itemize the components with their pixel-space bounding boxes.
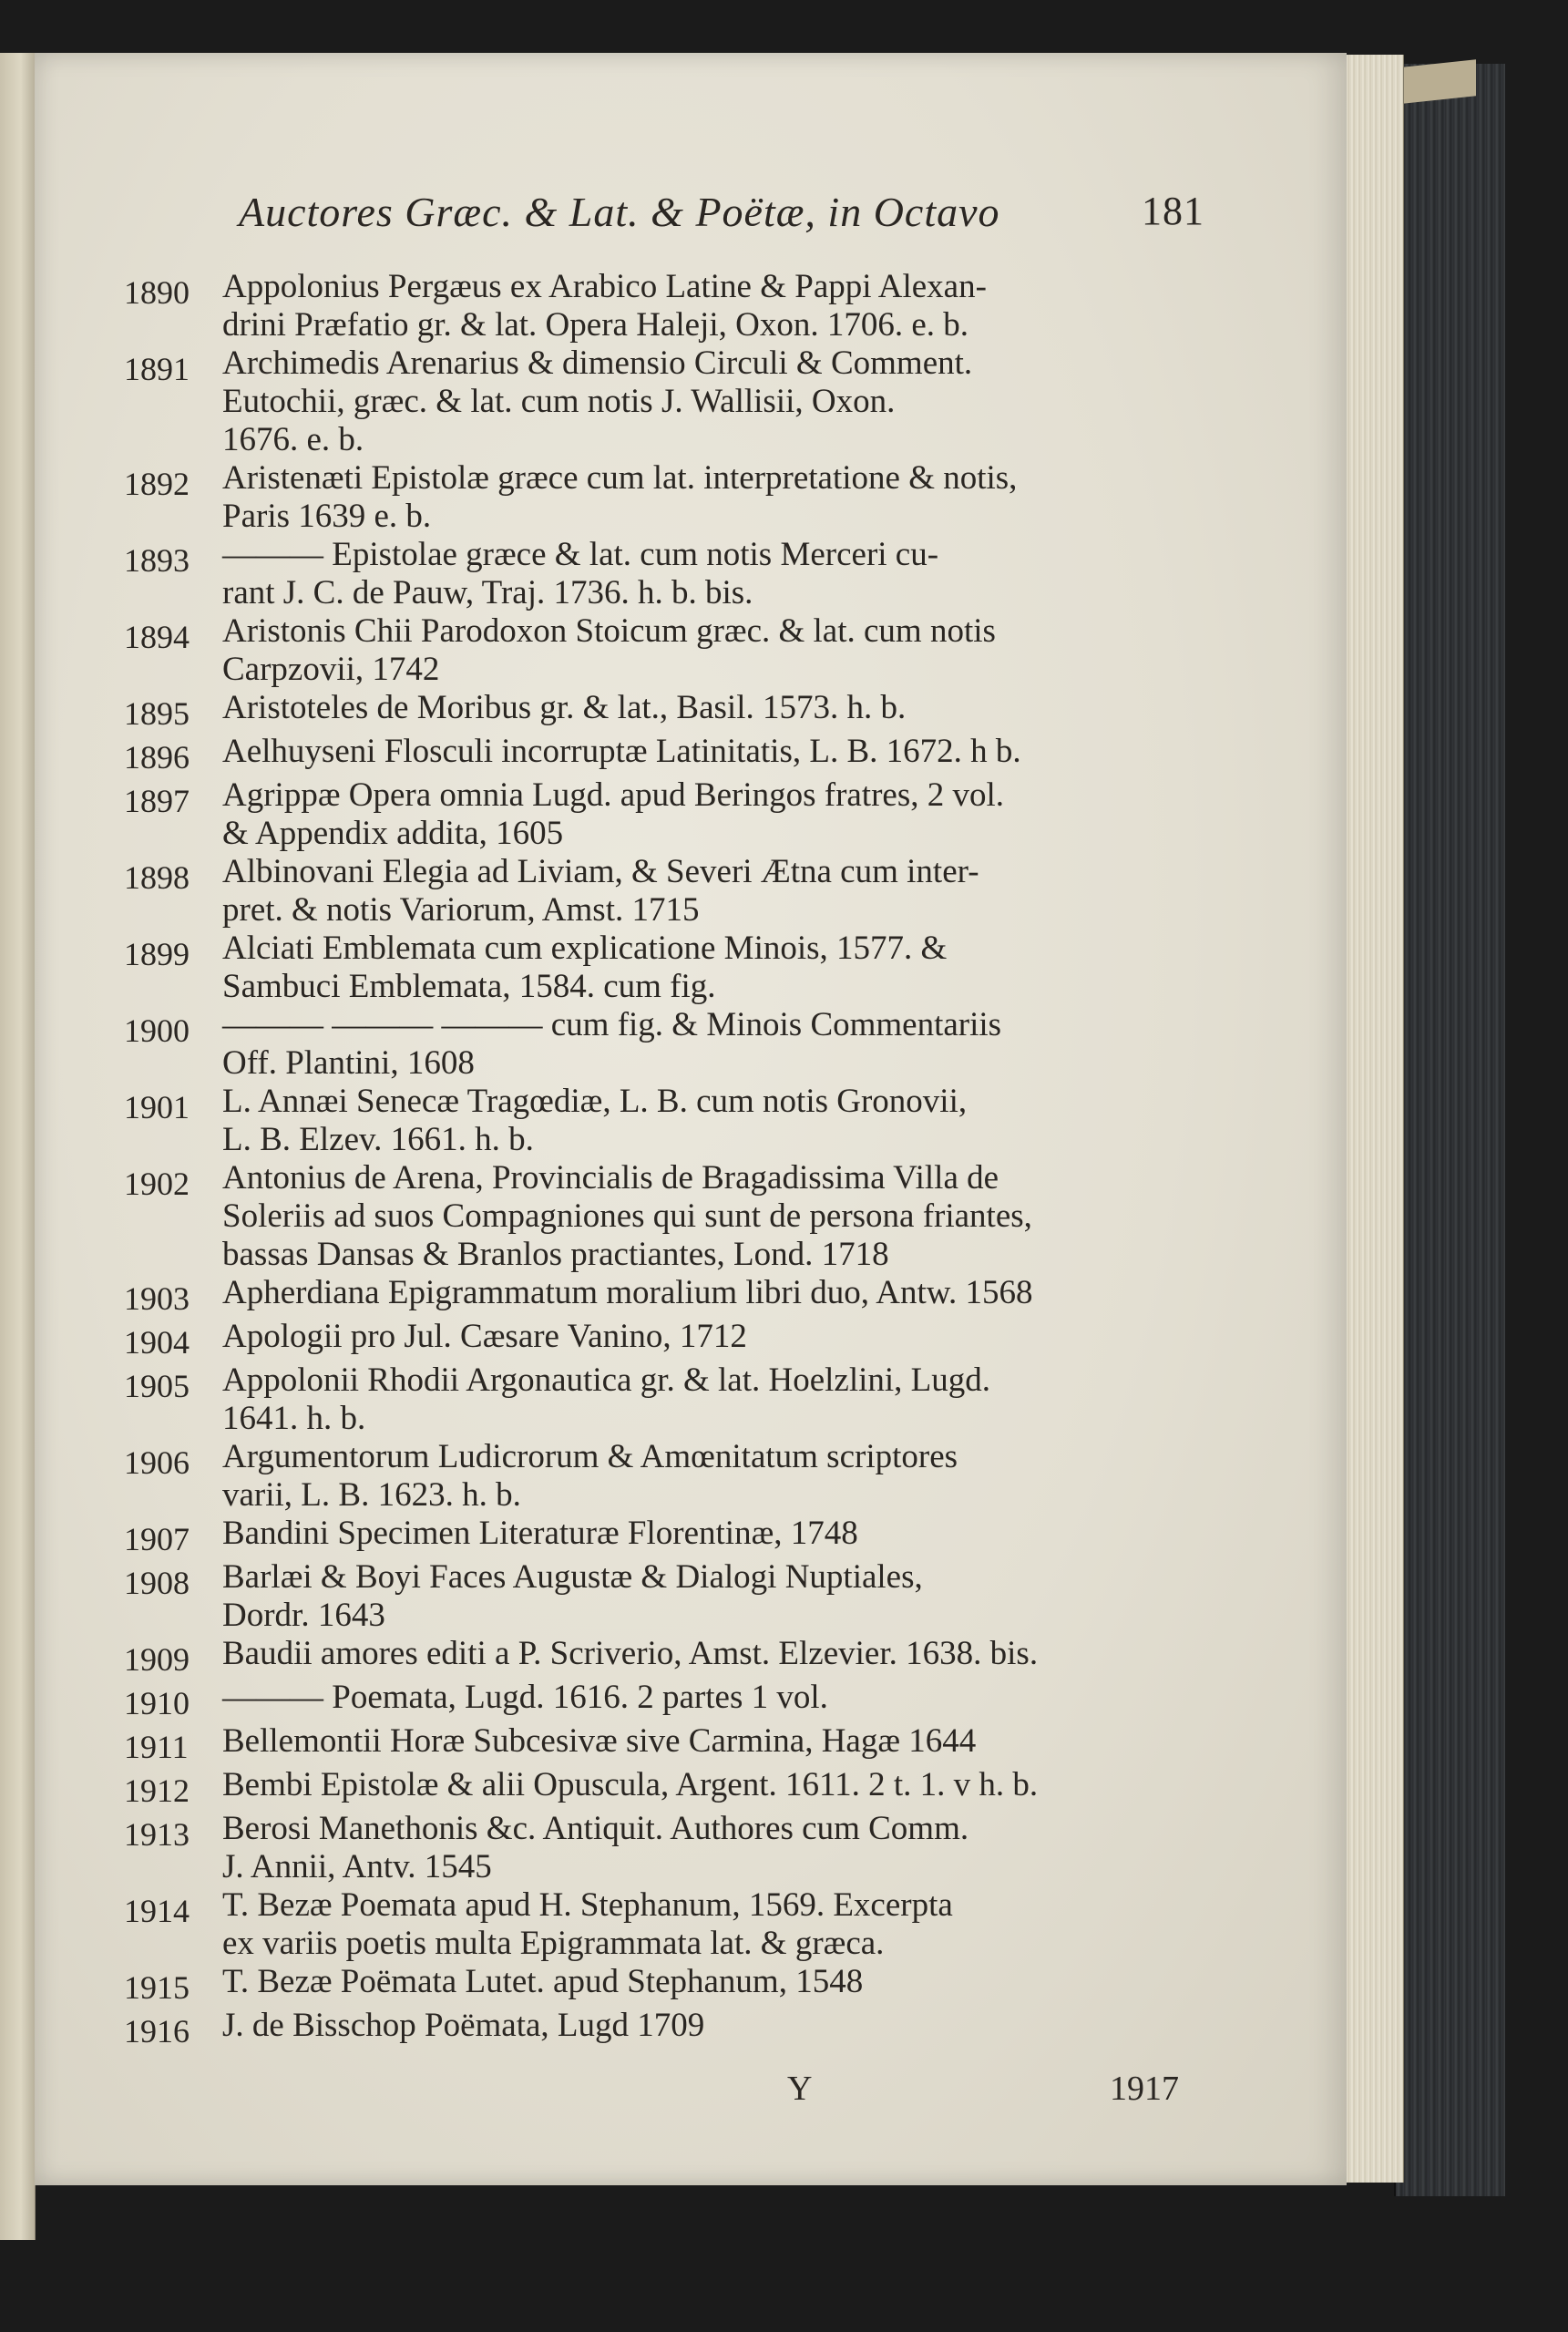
entry-line: Appolonii Rhodii Argonautica gr. & lat. Hoelzlini, Lugd. bbox=[222, 1361, 991, 1399]
entry-line: Agrippæ Opera omnia Lugd. apud Beringos fratres, 2 vol. bbox=[222, 776, 1005, 814]
entry-number: 1901 bbox=[124, 1089, 190, 1125]
entry-line: Off. Plantini, 1608 bbox=[222, 1044, 475, 1082]
entry-text bbox=[222, 733, 1217, 771]
entry-line: Archimedis Arenarius & dimensio Circuli & Comment. bbox=[222, 344, 973, 382]
entry-line: Antonius de Arena, Provincialis de Bragadissima Villa de bbox=[222, 1159, 999, 1197]
entry-text bbox=[222, 1886, 1217, 1963]
entry-text bbox=[222, 1766, 1217, 1804]
entry-line: Bellemontii Horæ Subcesivæ sive Carmina, Hagæ 1644 bbox=[222, 1722, 977, 1760]
entry-text bbox=[222, 1318, 1217, 1356]
catchword: 1917 bbox=[1110, 2070, 1179, 2108]
catalogue-entry bbox=[124, 1515, 1217, 1558]
catalogue-entry bbox=[124, 2007, 1217, 2050]
entry-line: Eutochii, græc. & lat. cum notis J. Wallisii, Oxon. bbox=[222, 383, 896, 420]
entry-line: Aristenæti Epistolæ græce cum lat. interpretatione & notis, bbox=[222, 459, 1018, 497]
entry-number: 1902 bbox=[124, 1166, 190, 1202]
entry-line: ——— Poemata, Lugd. 1616. 2 partes 1 vol. bbox=[222, 1679, 828, 1716]
entry-text bbox=[222, 1558, 1217, 1635]
entry-number: 1898 bbox=[124, 859, 190, 896]
entry-text bbox=[222, 1515, 1217, 1553]
entry-number: 1897 bbox=[124, 783, 190, 819]
catalogue-entry bbox=[124, 1006, 1217, 1083]
entry-line: T. Bezæ Poemata apud H. Stephanum, 1569. Excerpta bbox=[222, 1886, 953, 1924]
entry-number: 1893 bbox=[124, 542, 190, 579]
page-text bbox=[35, 53, 1347, 2185]
entry-line: Bembi Epistolæ & alii Opuscula, Argent. 1611. 2 t. 1. v h. b. bbox=[222, 1766, 1039, 1803]
entry-line: rant J. C. de Pauw, Traj. 1736. h. b. bis. bbox=[222, 574, 753, 611]
entry-number: 1906 bbox=[124, 1444, 190, 1481]
catalogue-entry bbox=[124, 853, 1217, 930]
entry-text bbox=[222, 1438, 1217, 1515]
entry-line: & Appendix addita, 1605 bbox=[222, 815, 564, 852]
catalogue-entry bbox=[124, 344, 1217, 459]
entry-line: Apologii pro Jul. Cæsare Vanino, 1712 bbox=[222, 1318, 747, 1355]
entry-number: 1916 bbox=[124, 2013, 190, 2049]
catalogue-entry bbox=[124, 1318, 1217, 1361]
catalogue-entry bbox=[124, 1635, 1217, 1679]
entry-line: Aelhuyseni Flosculi incorruptæ Latinitatis, L. B. 1672. h b. bbox=[222, 733, 1021, 770]
entry-text bbox=[222, 536, 1217, 612]
entry-number: 1909 bbox=[124, 1641, 190, 1678]
entry-line: Carpzovii, 1742 bbox=[222, 651, 440, 688]
catalogue-entry bbox=[124, 1810, 1217, 1886]
entry-line: Appolonius Pergæus ex Arabico Latine & Pappi Alexan- bbox=[222, 268, 987, 305]
catalogue-entry bbox=[124, 1679, 1217, 1722]
entry-line: Paris 1639 e. b. bbox=[222, 498, 432, 535]
entry-line: Baudii amores editi a P. Scriverio, Amst. Elzevier. 1638. bis. bbox=[222, 1635, 1039, 1672]
catalogue-entry bbox=[124, 930, 1217, 1006]
entry-line: T. Bezæ Poëmata Lutet. apud Stephanum, 1548 bbox=[222, 1963, 864, 2000]
catalogue-entry bbox=[124, 1722, 1217, 1766]
catalogue-entry bbox=[124, 1766, 1217, 1810]
entry-line: Barlæi & Boyi Faces Augustæ & Dialogi Nuptiales, bbox=[222, 1558, 923, 1596]
entry-text bbox=[222, 1083, 1217, 1159]
entry-line: Argumentorum Ludicrorum & Amœnitatum scriptores bbox=[222, 1438, 958, 1475]
entry-line: 1641. h. b. bbox=[222, 1400, 366, 1437]
catalogue-entry bbox=[124, 1274, 1217, 1318]
entry-line: J. de Bisschop Poëmata, Lugd 1709 bbox=[222, 2007, 705, 2044]
catalogue-entry bbox=[124, 1886, 1217, 1963]
entry-text bbox=[222, 930, 1217, 1006]
entry-number: 1905 bbox=[124, 1368, 190, 1404]
entry-line: Soleriis ad suos Compagniones qui sunt de persona friantes, bbox=[222, 1197, 1032, 1235]
entry-text bbox=[222, 853, 1217, 930]
entry-text bbox=[222, 1635, 1217, 1673]
entry-number: 1907 bbox=[124, 1521, 190, 1557]
entry-line: 1676. e. b. bbox=[222, 421, 364, 458]
entry-number: 1899 bbox=[124, 936, 190, 972]
entry-text bbox=[222, 1679, 1217, 1717]
entry-line: varii, L. B. 1623. h. b. bbox=[222, 1476, 521, 1514]
catalogue-entry bbox=[124, 1083, 1217, 1159]
entry-line: pret. & notis Variorum, Amst. 1715 bbox=[222, 891, 700, 929]
entry-line: drini Præfatio gr. & lat. Opera Haleji, Oxon. 1706. e. b. bbox=[222, 306, 968, 344]
entry-number: 1895 bbox=[124, 695, 190, 732]
catalogue-entry bbox=[124, 1159, 1217, 1274]
entry-text bbox=[222, 1361, 1217, 1438]
entry-number: 1915 bbox=[124, 1969, 190, 2006]
entry-number: 1891 bbox=[124, 351, 190, 387]
entry-line: Bandini Specimen Literaturæ Florentinæ, 1748 bbox=[222, 1515, 858, 1552]
entry-line: Albinovani Elegia ad Liviam, & Severi Ætna cum inter- bbox=[222, 853, 979, 890]
catalogue-entry bbox=[124, 1963, 1217, 2007]
running-head bbox=[239, 188, 1204, 261]
entry-line: Alciati Emblemata cum explicatione Minois, 1577. & bbox=[222, 930, 948, 967]
catalogue-entry bbox=[124, 459, 1217, 536]
entry-number: 1914 bbox=[124, 1893, 190, 1929]
facing-page-edge bbox=[0, 53, 36, 2240]
signature-mark: Y bbox=[787, 2070, 813, 2108]
entry-text bbox=[222, 1159, 1217, 1274]
entry-line: J. Annii, Antv. 1545 bbox=[222, 1848, 492, 1885]
entry-text bbox=[222, 1274, 1217, 1312]
entry-line: ——— ——— ——— cum fig. & Minois Commentariis bbox=[222, 1006, 1002, 1043]
catalogue-entry bbox=[124, 536, 1217, 612]
entry-number: 1910 bbox=[124, 1685, 190, 1721]
entry-line: Sambuci Emblemata, 1584. cum fig. bbox=[222, 968, 716, 1005]
catalogue-entry bbox=[124, 1361, 1217, 1438]
entry-text bbox=[222, 1722, 1217, 1761]
entry-text bbox=[222, 612, 1217, 689]
entry-text bbox=[222, 1006, 1217, 1083]
entry-number: 1903 bbox=[124, 1280, 190, 1317]
entry-number: 1900 bbox=[124, 1012, 190, 1049]
catalogue-entry bbox=[124, 268, 1217, 344]
running-head-title: Auctores Græc. & Lat. & Poëtæ, in Octavo bbox=[239, 189, 1000, 235]
entry-line: ex variis poetis multa Epigrammata lat. & græca. bbox=[222, 1925, 885, 1962]
entry-line: L. B. Elzev. 1661. h. b. bbox=[222, 1121, 534, 1158]
entry-line: Dordr. 1643 bbox=[222, 1597, 385, 1634]
catalogue-entry bbox=[124, 612, 1217, 689]
entry-text bbox=[222, 268, 1217, 344]
entry-number: 1890 bbox=[124, 274, 190, 311]
entry-text bbox=[222, 344, 1217, 459]
entry-text bbox=[222, 459, 1217, 536]
entry-text bbox=[222, 1963, 1217, 2001]
page-stack-edge bbox=[1339, 55, 1404, 2183]
entry-line: ——— Epistolae græce & lat. cum notis Merceri cu- bbox=[222, 536, 939, 573]
entry-line: Berosi Manethonis &c. Antiquit. Authores cum Comm. bbox=[222, 1810, 969, 1847]
entry-text bbox=[222, 1810, 1217, 1886]
entry-number: 1896 bbox=[124, 739, 190, 776]
catalogue-entry bbox=[124, 776, 1217, 853]
entry-text bbox=[222, 689, 1217, 727]
entry-number: 1892 bbox=[124, 466, 190, 502]
book-page bbox=[35, 53, 1347, 2185]
entry-number: 1911 bbox=[124, 1729, 189, 1765]
entry-number: 1908 bbox=[124, 1565, 190, 1601]
entry-number: 1913 bbox=[124, 1816, 190, 1853]
catalogue-entry bbox=[124, 689, 1217, 733]
entry-number: 1904 bbox=[124, 1324, 190, 1361]
catalogue-entry bbox=[124, 1558, 1217, 1635]
entry-number: 1894 bbox=[124, 619, 190, 655]
catalogue-entry bbox=[124, 1438, 1217, 1515]
entry-line: L. Annæi Senecæ Tragœdiæ, L. B. cum notis Gronovii, bbox=[222, 1083, 968, 1120]
entry-number: 1912 bbox=[124, 1772, 190, 1809]
catalogue-entry bbox=[124, 733, 1217, 776]
book-binding bbox=[1394, 64, 1505, 2196]
entry-line: Aristonis Chii Parodoxon Stoicum græc. & lat. cum notis bbox=[222, 612, 996, 650]
entry-text bbox=[222, 776, 1217, 853]
page-number: 181 bbox=[1142, 189, 1204, 233]
entry-line: bassas Dansas & Branlos practiantes, Lond. 1718 bbox=[222, 1236, 889, 1273]
catalogue-entries bbox=[124, 268, 1217, 2050]
entry-line: Aristoteles de Moribus gr. & lat., Basil. 1573. h. b. bbox=[222, 689, 907, 726]
entry-text bbox=[222, 2007, 1217, 2045]
entry-line: Apherdiana Epigrammatum moralium libri duo, Antw. 1568 bbox=[222, 1274, 1033, 1311]
